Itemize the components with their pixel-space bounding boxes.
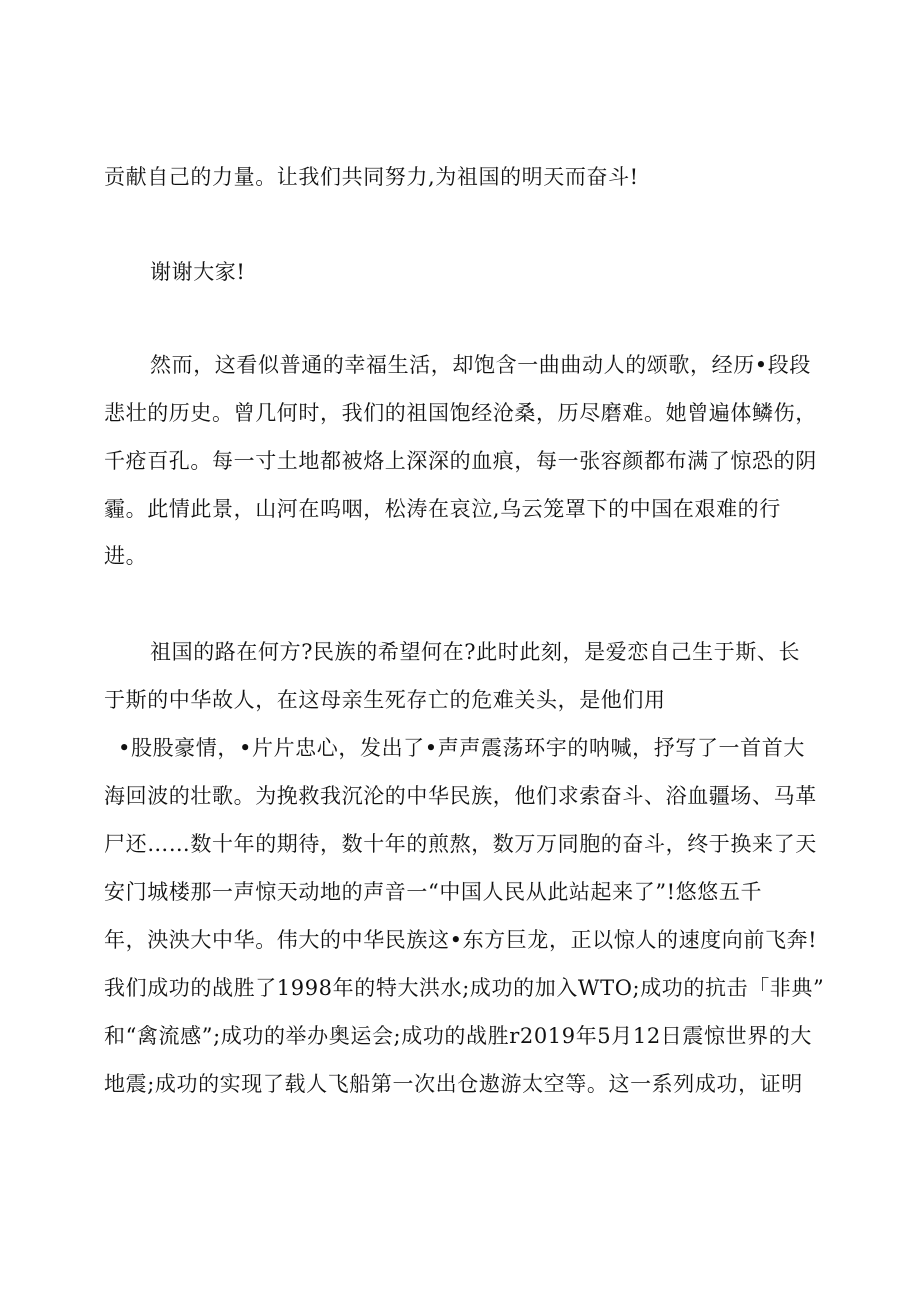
paragraph-line: 于斯的中华故人，在这母亲生死存亡的危难关头，是他们用: [104, 688, 666, 712]
paragraph-line: 安门城楼那一声惊天动地的声音一“中国人民从此站起来了”!悠悠五千: [104, 880, 763, 904]
paragraph-line: 地震;成功的实现了载人飞船第一次出仓遨游太空等。这一系列成功，证明: [104, 1072, 803, 1096]
paragraph-line: 进。: [104, 544, 148, 568]
thanks-line: 谢谢大家!: [150, 260, 246, 284]
paragraph-line: 海回波的壮歌。为挽救我沉沦的中华民族，他们求索奋斗、浴血疆场、马革: [104, 784, 817, 808]
paragraph-line: 尸还……数十年的期待，数十年的煎熬，数万万同胞的奋斗，终于换来了天: [104, 832, 817, 856]
paragraph-line: 霾。此情此景，山河在呜咽，松涛在哀泣,乌云笼罩下的中国在艰难的行: [104, 497, 781, 521]
paragraph-line: 悲壮的历史。曾几何时，我们的祖国饱经沧桑，历尽磨难。她曾遍体鳞伤，: [104, 401, 817, 425]
paragraph-line: •股股豪情，•片片忠心，发出了•声声震荡环宇的呐喊，抒写了一首首大: [118, 736, 805, 760]
paragraph-line: 千疮百孔。每一寸土地都被烙上深深的血痕，每一张容颜都布满了惊恐的阴: [104, 449, 817, 473]
paragraph-line: 祖国的路在何方?民族的希望何在?此时此刻，是爱恋自己生于斯、长: [150, 640, 801, 664]
paragraph-line: 年，泱泱大中华。伟大的中华民族这•东方巨龙，正以惊人的速度向前飞奔!: [104, 928, 818, 952]
paragraph-line: 和“禽流感”;成功的举办奥运会;成功的战胜r2019年5月12日震惊世界的大: [104, 1024, 812, 1048]
paragraph-line: 我们成功的战胜了1998年的特大洪水;成功的加入WTO;成功的抗击「非典”: [104, 976, 825, 1000]
closing-line: 贡献自己的力量。让我们共同努力,为祖国的明天而奋斗!: [104, 165, 639, 189]
paragraph-line: 然而，这看似普通的幸福生活，却饱含一曲曲动人的颂歌，经历•段段: [150, 353, 811, 377]
